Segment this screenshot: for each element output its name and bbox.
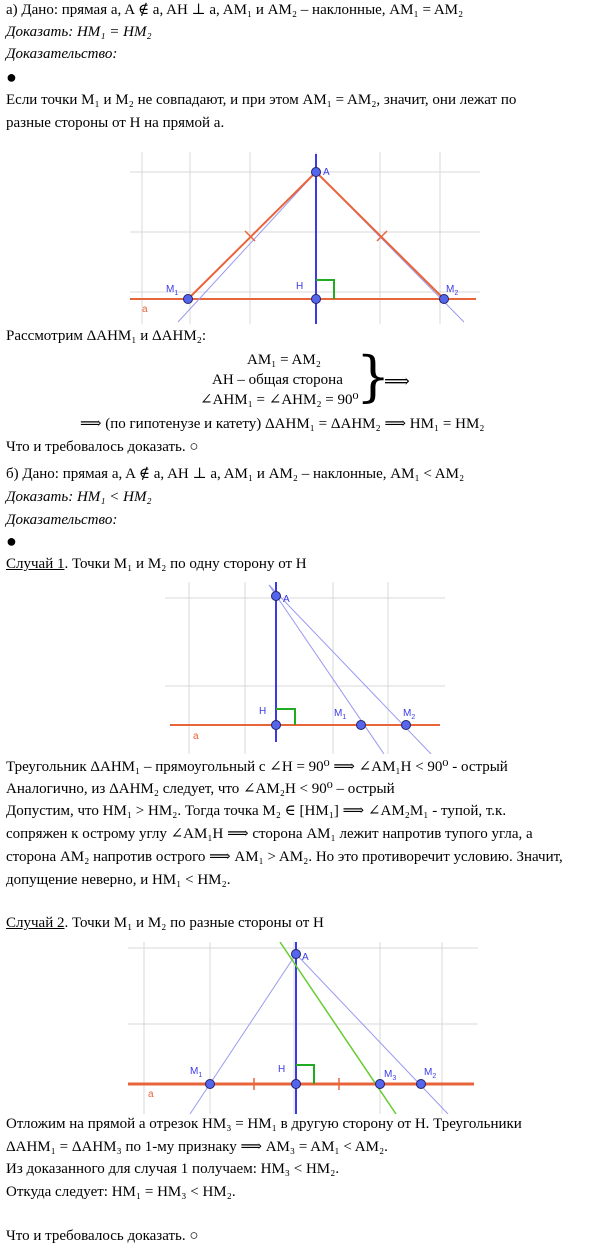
case1-heading bbox=[6, 554, 307, 574]
point-M3 bbox=[376, 1080, 385, 1089]
qed-b: Что и требовалось доказать. ○ bbox=[6, 1228, 199, 1244]
proof-label-b: Доказательство: bbox=[6, 512, 118, 528]
label-M2: $M_2$ bbox=[446, 284, 459, 297]
label-M3: $M_3$ bbox=[384, 1069, 397, 1082]
label-M1: $M_1$ bbox=[190, 1066, 203, 1079]
case1-line-5: сторона AM₂ напротив острого ⟹ AM₁ > AM₂. Но это противоречит условию. Значит, bbox=[6, 849, 563, 865]
case1-line-3: Допустим, что HM₁ > HM₂. Тогда точка M₂ ∈ [HM₁] ⟹ ∠AM₂M₁ - тупой, т.к. bbox=[6, 803, 507, 819]
segment-AM1 bbox=[188, 172, 316, 299]
case2-line-4: Откуда следует: HM₁ = HM₃ < HM₂. bbox=[6, 1184, 236, 1200]
label-H: H bbox=[296, 281, 304, 292]
system-brace: } bbox=[356, 345, 391, 408]
case2-line-1: Отложим на прямой a отрезок HM₃ = HM₁ в другую сторону от H. Треугольники bbox=[6, 1116, 522, 1132]
case1-line-1: Треугольник ΔAHM₁ – прямоугольный с ∠H = 90⁰ ⟹ ∠AM₁H < 90⁰ - острый bbox=[6, 759, 508, 775]
point-M1 bbox=[184, 295, 193, 304]
label-M2: $M_2$ bbox=[424, 1067, 437, 1080]
point-H bbox=[312, 295, 321, 304]
label-M1: $M_1$ bbox=[166, 284, 179, 297]
point-M1 bbox=[357, 721, 366, 730]
point-M2 bbox=[402, 721, 411, 730]
ray-AM1 bbox=[269, 585, 384, 754]
prove-b: Доказать: HM₁ < HM₂ bbox=[6, 489, 152, 505]
bullet-b: ● bbox=[6, 531, 17, 551]
point-M2 bbox=[440, 295, 449, 304]
bullet-a: ● bbox=[6, 67, 17, 87]
text-a-1: Если точки M₁ и M₂ не совпадают, и при этом AM₁ = AM₂, значит, они лежат по bbox=[6, 92, 517, 108]
system-line-3: ∠AHM₁ = ∠AHM₂ = 90⁰ bbox=[200, 392, 359, 408]
figure-3 bbox=[128, 942, 478, 1114]
label-M1: $M_1$ bbox=[334, 708, 347, 721]
system-line-1: AM₁ = AM₂ bbox=[247, 352, 321, 368]
prove-a: Доказать: HM₁ = HM₂ bbox=[6, 24, 152, 40]
given-b: б) Дано: прямая a, A ∉ a, AH ⊥ a, AM₁ и AM₂ – наклонные, AM₁ < AM₂ bbox=[6, 466, 465, 482]
point-A bbox=[312, 168, 321, 177]
label-a: a bbox=[193, 731, 199, 742]
figure-2 bbox=[165, 582, 445, 754]
case1-text: . Точки M₁ и M₂ по одну сторону от H bbox=[64, 556, 307, 572]
case2-line-2: ΔAHM₁ = ΔAHM₃ по 1-му признаку ⟹ AM₃ = AM₁ < AM₂. bbox=[6, 1139, 388, 1155]
point-A bbox=[292, 950, 301, 959]
proof-label-a: Доказательство: bbox=[6, 46, 118, 62]
point-M2 bbox=[417, 1080, 426, 1089]
label-a: a bbox=[142, 304, 148, 315]
grid bbox=[128, 942, 478, 1114]
system-implies: ⟹ bbox=[384, 371, 410, 391]
label-a: a bbox=[148, 1089, 154, 1100]
label-A: A bbox=[323, 167, 330, 178]
label-M2: $M_2$ bbox=[403, 708, 416, 721]
point-M1 bbox=[206, 1080, 215, 1089]
label-H: H bbox=[259, 706, 267, 717]
conclusion-a: ⟹ (по гипотенузе и катету) ΔAHM₁ = ΔAHM₂ ⟹ HM₁ = HM₂ bbox=[80, 416, 485, 432]
qed-a: Что и требовалось доказать. ○ bbox=[6, 439, 199, 455]
figure-1 bbox=[130, 152, 480, 324]
given-a: а) Дано: прямая a, A ∉ a, AH ⊥ a, AM₁ и AM₂ – наклонные, AM₁ = AM₂ bbox=[6, 2, 464, 18]
case1-line-6: допущение неверно, и HM₁ < HM₂. bbox=[6, 872, 231, 888]
case1-line-4: сопряжен к острому углу ∠AM₁H ⟹ сторона AM₁ лежит напротив тупого угла, а bbox=[6, 826, 533, 842]
label-A: A bbox=[283, 594, 290, 605]
label-H: H bbox=[278, 1064, 286, 1075]
ray-AM2 bbox=[296, 954, 448, 1114]
case2-heading bbox=[6, 913, 324, 933]
label-A: A bbox=[302, 952, 309, 963]
point-H bbox=[292, 1080, 301, 1089]
consider-a: Рассмотрим ΔAHM₁ и ΔAHM₂: bbox=[6, 328, 207, 344]
case1-label: Случай 1 bbox=[6, 556, 65, 572]
ray-AM1 bbox=[190, 954, 296, 1114]
case2-text: . Точки M₁ и M₂ по разные стороны от H bbox=[64, 915, 324, 931]
case1-line-2: Аналогично, из ΔAHM₂ следует, что ∠AM₂H < 90⁰ – острый bbox=[6, 781, 395, 797]
point-H bbox=[272, 721, 281, 730]
case2-line-3: Из доказанного для случая 1 получаем: HM₃ < HM₂. bbox=[6, 1161, 340, 1177]
point-A bbox=[272, 592, 281, 601]
case2-label: Случай 2 bbox=[6, 915, 65, 931]
system-line-2: AH – общая сторона bbox=[212, 372, 343, 388]
text-a-2: разные стороны от H на прямой a. bbox=[6, 115, 225, 131]
